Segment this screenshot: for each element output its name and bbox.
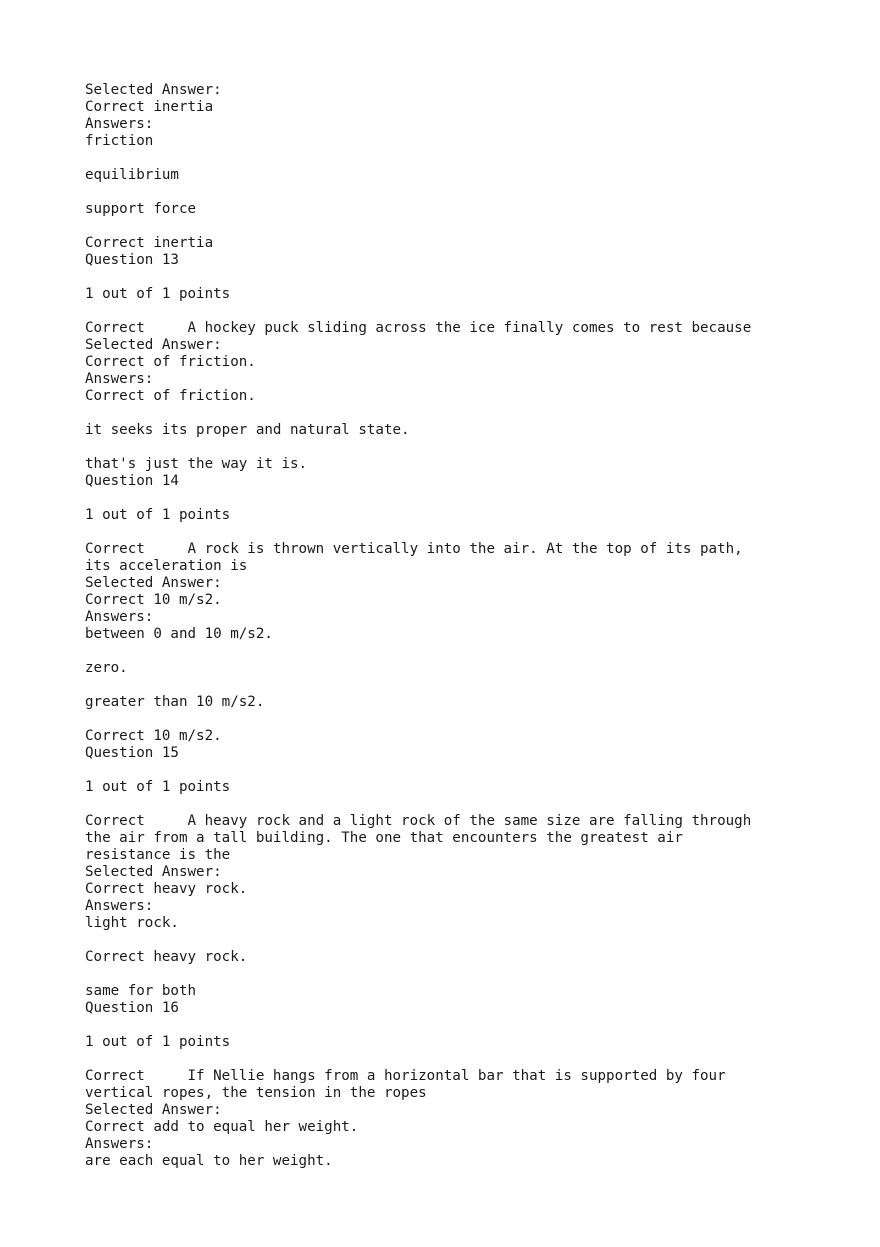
points-score: 1 out of 1 points	[85, 507, 231, 523]
blank-line	[85, 303, 845, 320]
blank-line	[85, 524, 845, 541]
answers-label: Answers:	[85, 116, 154, 132]
selected-answer-label: Selected Answer:	[85, 864, 222, 880]
answer-option: are each equal to her weight.	[85, 1153, 333, 1169]
answer-option: zero.	[85, 660, 128, 676]
selected-answer-label: Selected Answer:	[85, 82, 222, 98]
points-score: 1 out of 1 points	[85, 779, 231, 795]
answer-option: that's just the way it is.	[85, 456, 308, 472]
question-prompt: Correct A heavy rock and a light rock of the same size are falling through	[85, 813, 752, 829]
answer-option: equilibrium	[85, 167, 179, 183]
answer-option: its acceleration is	[85, 558, 248, 574]
blank-line	[85, 218, 845, 235]
answers-label: Answers:	[85, 898, 154, 914]
answer-option: resistance is the	[85, 847, 231, 863]
blank-line	[85, 490, 845, 507]
correct-answer: Correct heavy rock.	[85, 949, 248, 965]
correct-answer: Correct of friction.	[85, 388, 256, 404]
points-score: 1 out of 1 points	[85, 286, 231, 302]
answer-option: vertical ropes, the tension in the ropes	[85, 1085, 427, 1101]
blank-line	[85, 932, 845, 949]
question-prompt: Correct A rock is thrown vertically into the air. At the top of its path,	[85, 541, 743, 557]
answers-label: Answers:	[85, 371, 154, 387]
answers-label: Answers:	[85, 1136, 154, 1152]
blank-line	[85, 677, 845, 694]
answer-option: greater than 10 m/s2.	[85, 694, 265, 710]
blank-line	[85, 1051, 845, 1068]
answer-option: between 0 and 10 m/s2.	[85, 626, 273, 642]
correct-answer: Correct of friction.	[85, 354, 256, 370]
question-prompt: Correct A hockey puck sliding across the ice finally comes to rest because	[85, 320, 752, 336]
question-heading: Question 13	[85, 252, 179, 268]
blank-line	[85, 796, 845, 813]
correct-answer: Correct inertia	[85, 235, 214, 251]
answer-option: the air from a tall building. The one that encounters the greatest air	[85, 830, 683, 846]
answer-option: friction	[85, 133, 154, 149]
correct-answer: Correct inertia	[85, 99, 214, 115]
blank-line	[85, 439, 845, 456]
blank-line	[85, 966, 845, 983]
answer-option: light rock.	[85, 915, 179, 931]
correct-answer: Correct 10 m/s2.	[85, 728, 222, 744]
blank-line	[85, 711, 845, 728]
question-heading: Question 15	[85, 745, 179, 761]
correct-answer: Correct heavy rock.	[85, 881, 248, 897]
correct-answer: Correct 10 m/s2.	[85, 592, 222, 608]
answer-option: it seeks its proper and natural state.	[85, 422, 410, 438]
answer-option: support force	[85, 201, 197, 217]
question-heading: Question 16	[85, 1000, 179, 1016]
question-prompt: Correct If Nellie hangs from a horizontal bar that is supported by four	[85, 1068, 726, 1084]
answers-label: Answers:	[85, 609, 154, 625]
blank-line	[85, 643, 845, 660]
blank-line	[85, 762, 845, 779]
selected-answer-label: Selected Answer:	[85, 575, 222, 591]
blank-line	[85, 269, 845, 286]
correct-answer: Correct add to equal her weight.	[85, 1119, 359, 1135]
selected-answer-label: Selected Answer:	[85, 1102, 222, 1118]
document-page	[85, 82, 845, 1170]
blank-line	[85, 150, 845, 167]
blank-line	[85, 405, 845, 422]
answer-option: same for both	[85, 983, 197, 999]
points-score: 1 out of 1 points	[85, 1034, 231, 1050]
selected-answer-label: Selected Answer:	[85, 337, 222, 353]
question-heading: Question 14	[85, 473, 179, 489]
blank-line	[85, 1017, 845, 1034]
blank-line	[85, 184, 845, 201]
